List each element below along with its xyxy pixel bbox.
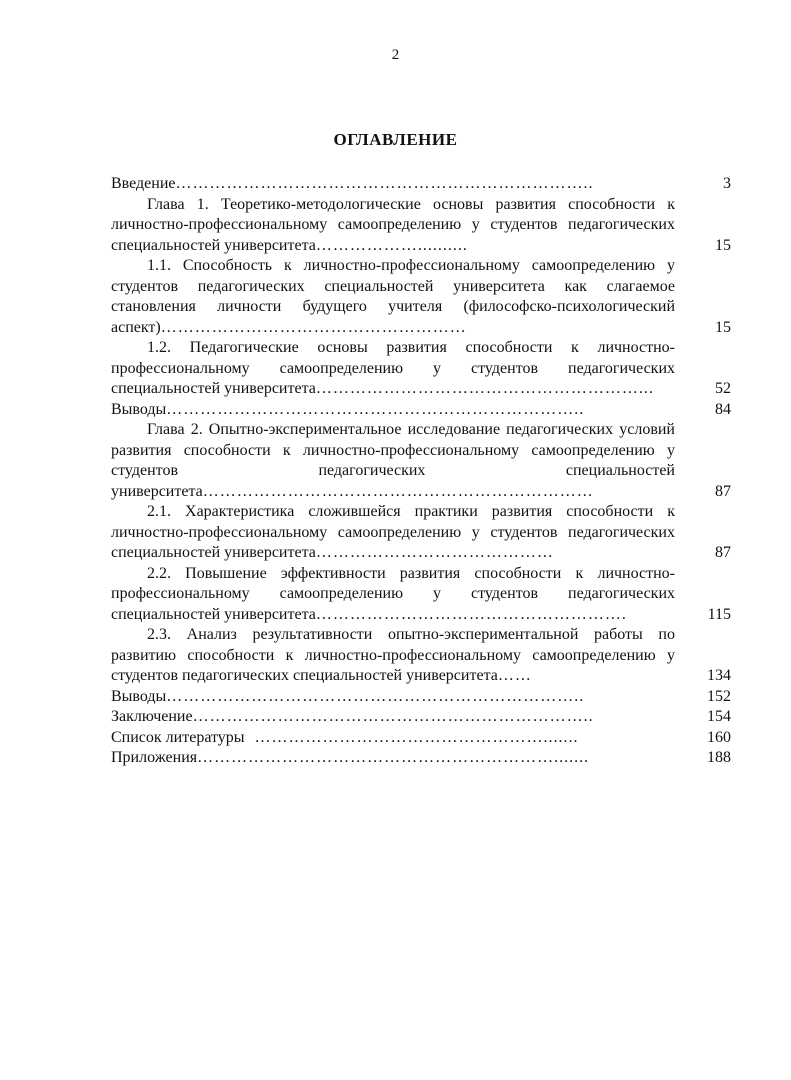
toc-entry-title: 2.1. Характеристика сложившейся практики развития способности к личностно-профессиональному самоопределению у студентов педагогических специальностей университета [111,503,675,561]
toc-entry-page: 3 [723,175,731,192]
toc-entry-title: Введение [111,175,176,192]
toc-entry-title: Заключение [111,708,193,725]
toc-entry-page: 154 [707,708,731,725]
page-number: 2 [391,47,400,63]
toc-entry-title: Выводы [111,400,167,418]
table-of-contents [111,174,731,769]
toc-entry: Выводы……………………………………………………………….. 152 [111,687,731,708]
toc-entry: 2.1. Характеристика сложившейся практики развития способности к личностно-профессиональному самоопределению у студентов педагогических специальностей университета…………………………………… 87 [111,502,731,564]
toc-entry-title: Глава 1. Теоретико-методологические основы развития способности к личностно-профессиональному самоопределению у студентов педагогических специальностей университета [111,195,675,254]
toc-entry-page: 115 [707,605,731,623]
toc-entry: Выводы……………………………………………………………….. 84 [111,400,731,421]
toc-entry-page: 15 [715,318,731,336]
toc-entry-title: 1.1. Способность к личностно-профессиональному самоопределению у студентов педагогических специальностей университета как слагаемое становления личности будущего учителя (философско-психологический аспект) [111,257,675,336]
toc-entry-title: 1.2. Педагогические основы развития способности к личностно-профессиональному самоопределению у студентов педагогических специальностей университета [111,339,675,397]
toc-entry: 2.3. Анализ результативности опытно-экспериментальной работы по развитию способности к личностно-профессиональному самоопределению у студентов педагогических специальностей университета…… 134 [111,625,731,687]
toc-entry-title: Приложения [111,749,198,766]
toc-entry-page: 84 [715,400,731,418]
toc-entry-page: 134 [707,667,731,684]
toc-entry: Введение……………………………………………………………….. 3 [111,174,731,195]
toc-entry: Приложения………………………………………………………....... 188 [111,748,731,769]
toc-entry-title: 2.3. Анализ результативности опытно-экспериментальной работы по развитию способности к личностно-профессиональному самоопределению у студентов педагогических специальностей университета [111,626,675,684]
toc-entry-title: Список литературы [111,728,245,746]
toc-entry: Глава 1. Теоретико-методологические основы развития способности к личностно-профессиональному самоопределению у студентов педагогических специальностей университета……………….......... 15 [111,195,731,257]
toc-entry-title: Выводы [111,687,167,705]
toc-entry: 1.1. Способность к личностно-профессиональному самоопределению у студентов педагогических специальностей университета как слагаемое становления личности будущего учителя (философско-психологический аспект)……………………………………………… 15 [111,256,731,338]
toc-entry-title: 2.2. Повышение эффективности развития способности к личностно-профессиональному самоопределению у студентов педагогических специальностей университета [111,564,675,623]
toc-entry-page: 152 [707,687,731,705]
toc-entry-page: 87 [715,482,731,500]
toc-entry-page: 188 [707,749,731,766]
toc-entry-page: 15 [715,236,731,254]
toc-entry-page: 52 [715,380,731,397]
page-title: ОГЛАВЛЕНИЕ [333,130,458,149]
toc-entry-page: 87 [715,544,731,561]
toc-entry: 2.2. Повышение эффективности развития способности к личностно-профессиональному самоопределению у студентов педагогических специальностей университета………………………………………………. 115 [111,564,731,626]
toc-entry-page: 160 [707,728,731,746]
toc-entry: 1.2. Педагогические основы развития способности к личностно-профессиональному самоопределению у студентов педагогических специальностей университета…………………………………………………... 52 [111,338,731,400]
toc-entry: Заключение…………………………………………………………….. 154 [111,707,731,728]
toc-entry: Список литературы ……………………………………………....... 160 [111,728,731,749]
toc-entry: Глава 2. Опытно-экспериментальное исследование педагогических условий развития способности к личностно-профессиональному самоопределению у студентов педагогических специальностей университета…………………………………………………………… 87 [111,420,731,502]
toc-entry-title: Глава 2. Опытно-экспериментальное исследование педагогических условий развития способности к личностно-профессиональному самоопределению у студентов педагогических специальностей университета [111,421,675,500]
